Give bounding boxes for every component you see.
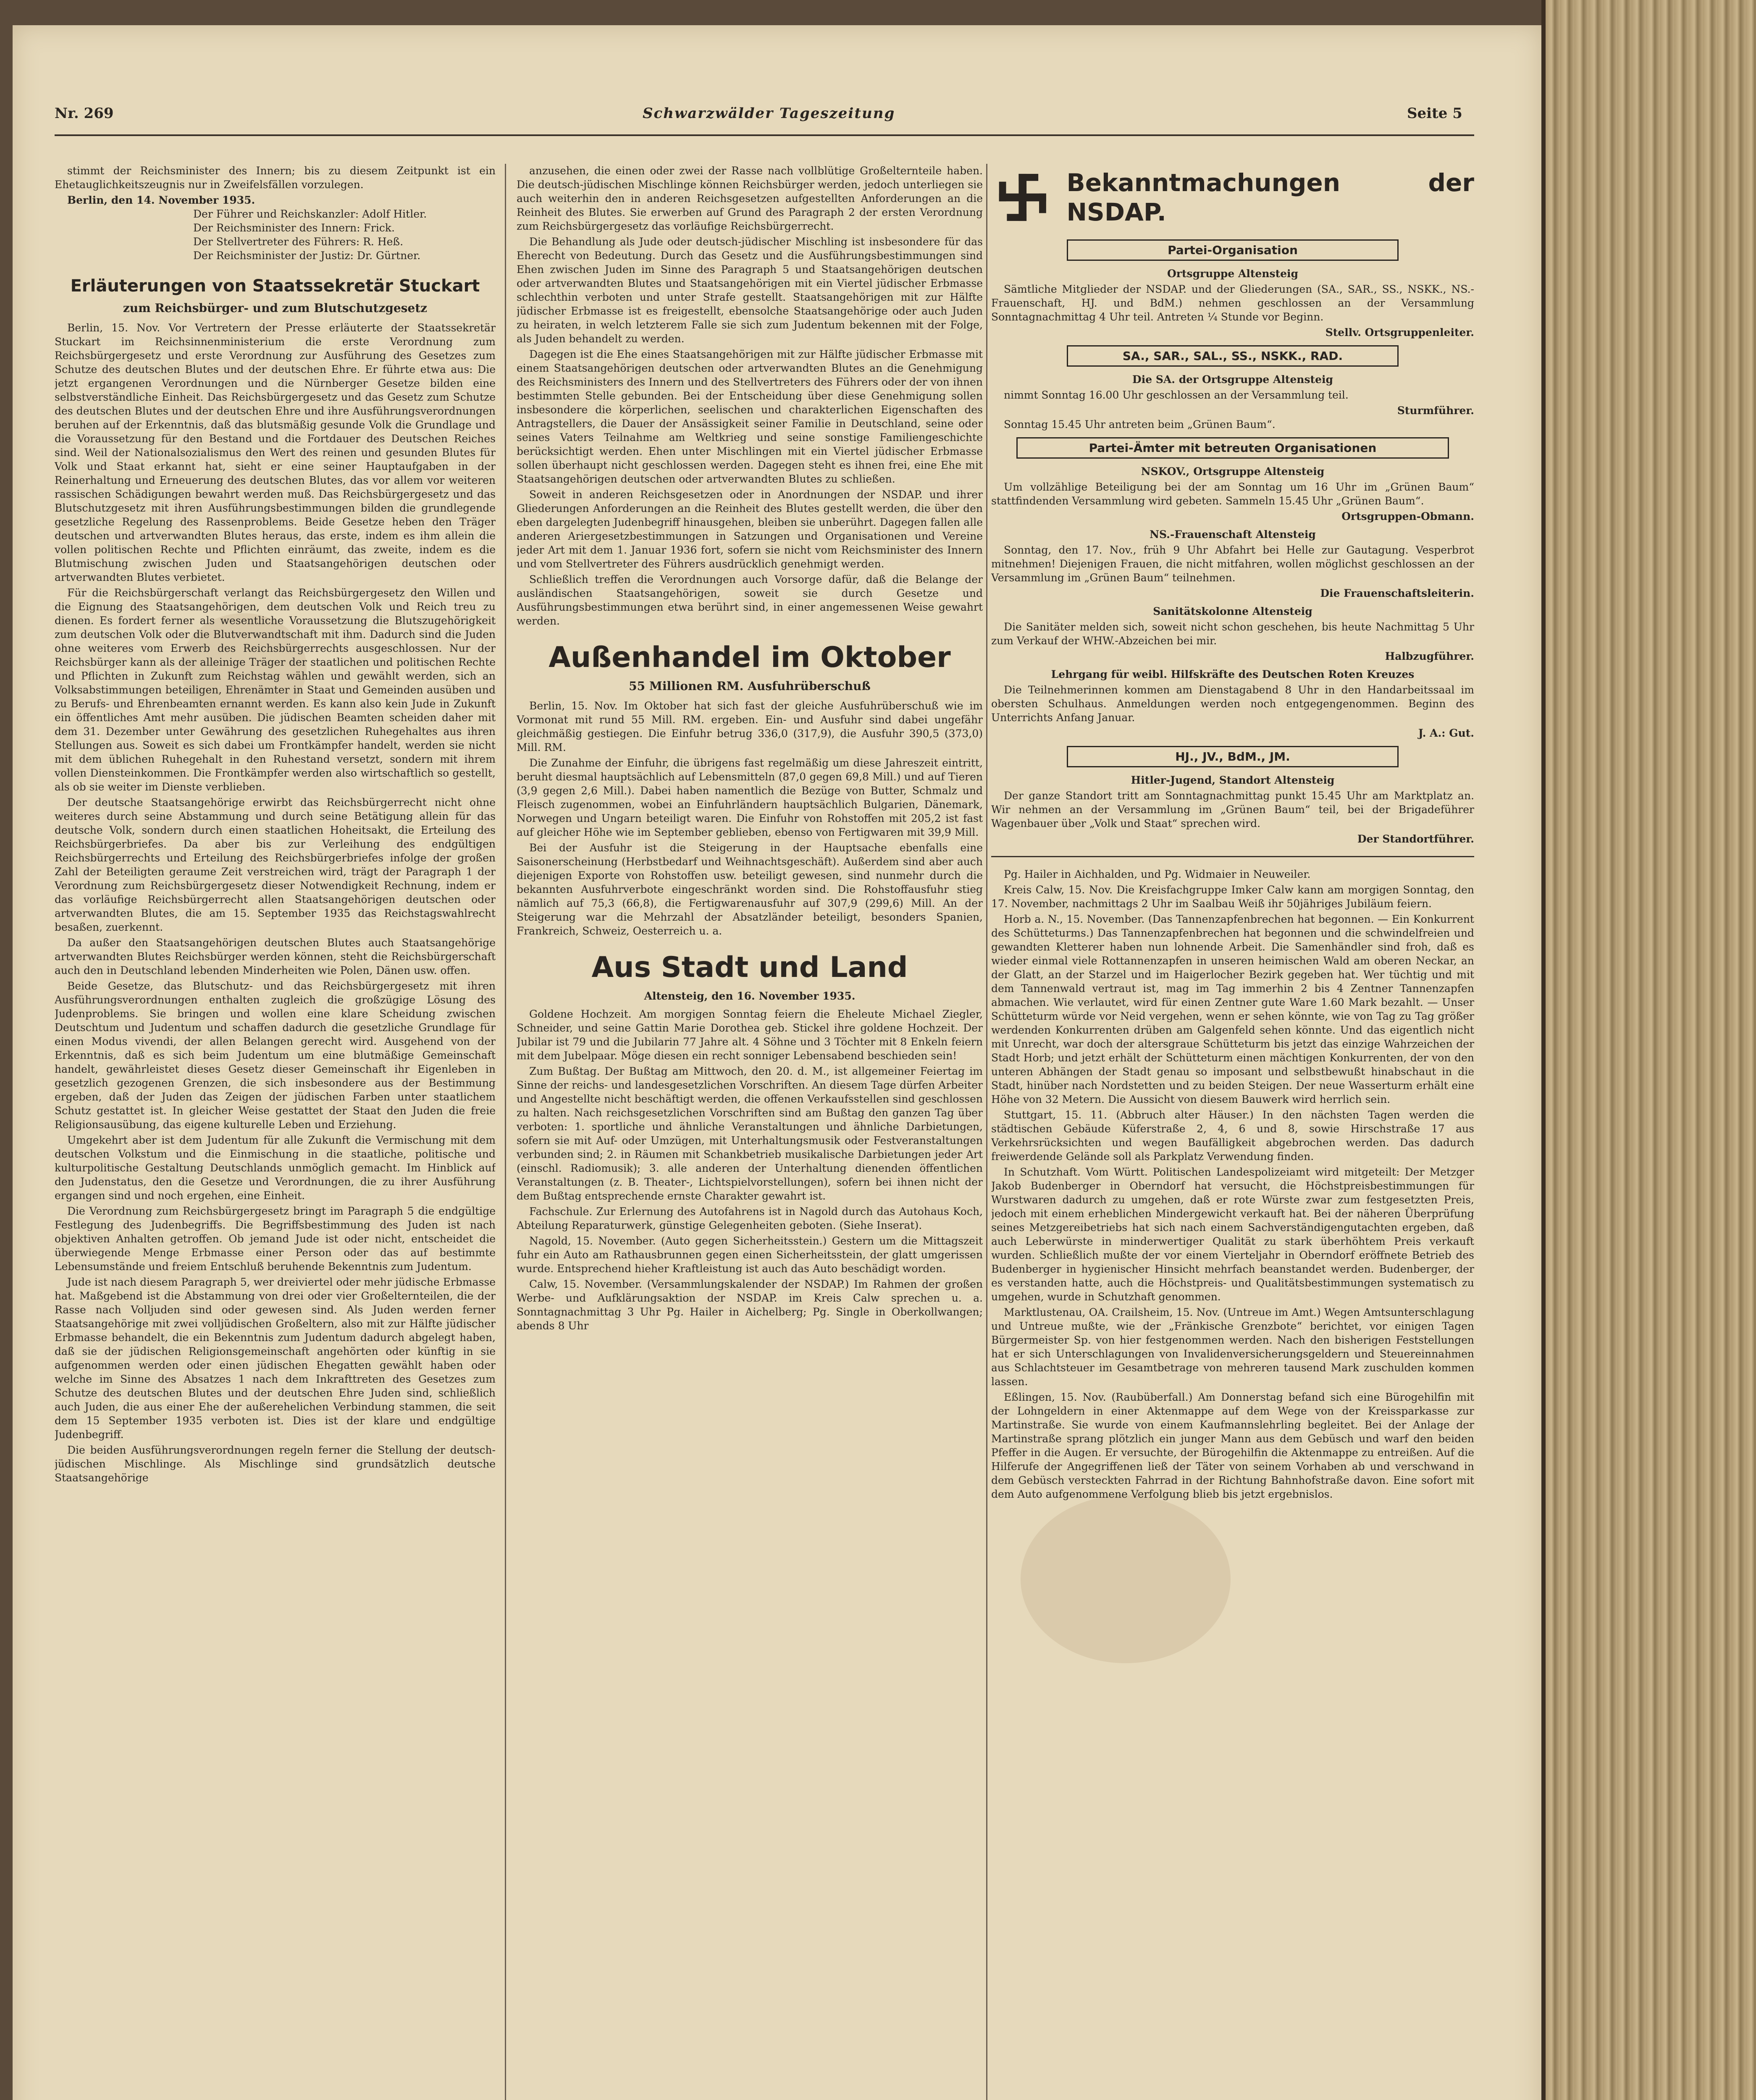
- group-heading: NS.-Frauenschaft Altensteig: [1150, 528, 1316, 541]
- column-3: [991, 164, 1474, 2100]
- section-box: Partei-Ämter mit betreuten Organisationen: [1016, 437, 1449, 459]
- group-heading: Lehrgang für weibl. Hilfskräfte des Deutschen Roten Kreuzes: [1051, 668, 1415, 680]
- news-paragraph: Stuttgart, 15. 11. (Abbruch alter Häuser.) In den nächsten Tagen werden die städtischen Gebäude Küferstraße 2, 4, 6 und 8, sowie Hirschstraße 17 aus Verkehrsrücksichten und wegen Baufälligkeit abgebrochen werden. Das dadurch freiwerdende Gelände soll als Parkplatz Verwendung finden.: [991, 1109, 1474, 1163]
- notice-text: Um vollzählige Beteiligung bei der am Sonntag um 16 Uhr im „Grünen Baum“ stattfindenden Versammlung wird gebeten. Sammeln 15.45 Uhr „Grünen Baum“.: [991, 481, 1474, 507]
- column-2: [517, 164, 983, 2100]
- article-headline: Erläuterungen von Staatssekretär Stuckart: [70, 276, 480, 296]
- local-paragraph: Calw, 15. November. (Versammlungskalender der NSDAP.) Im Rahmen der großen Werbe- und Aufklärungsaktion der NSDAP. im Kreis Calw sprechen u. a. Sonntagnachmittag 3 Uhr Pg. Hailer in Aichelberg; Pg. Single in Oberkollwangen; abends 8 Uhr: [517, 1278, 983, 1332]
- dateline: Berlin, den 14. November 1935.: [67, 194, 255, 206]
- article-paragraph: Beide Gesetze, das Blutschutz- und das Reichsbürgergesetz mit ihren Ausführungsverordnungen enthalten zugleich die großzügige Lösung des Judenproblems. Sie bringen und wollen eine klare Scheidung zwischen Deutschtum und Judentum und schaffen dadurch die gesetzliche Grundlage für einen Modus vivendi, der allen Belangen gerecht wird. Ausgehend von der Erkenntnis, daß es sich beim Judentum um eine blutmäßige Gemeinschaft handelt, gewährleistet dieses Gesetz dieser Gemeinschaft ihr Eigenleben in gesetzlich gezogenen Grenzen, die sich insbesondere aus der Bestimmung ergeben, daß der Juden das Zeigen der jüdischen Farben unter staatlichem Schutz gestattet ist. In gleicher Weise gestattet der Staat den Juden die freie Religionsausübung, das eigene kulturelle Leben und Erziehung.: [55, 980, 496, 1131]
- signature-line: Der Stellvertreter des Führers: R. Heß.: [193, 236, 404, 248]
- section-box: SA., SAR., SAL., SS., NSKK., RAD.: [1067, 345, 1399, 367]
- article-paragraph: Da außer den Staatsangehörigen deutschen Blutes auch Staatsangehörige artverwandten Blutes Reichsbürger werden können, steht die Reichsbürgerschaft auch den in Deutschland lebenden Minderheiten wie Polen, Dänen usw. offen.: [55, 937, 496, 976]
- group-heading: Ortsgruppe Altensteig: [1167, 268, 1298, 280]
- article-paragraph: Die Behandlung als Jude oder deutsch-jüdischer Mischling ist insbesondere für das Eherecht von Bedeutung. Durch das Gesetz und die Ausführungsbestimmungen sind Ehen zwischen Juden im Sinne des Paragraph 5 und Staatsangehörigen deutschen oder artverwandten Blutes und Staatsangehörigen mit ein Viertel jüdischer Erbmasse schlechthin verboten und unter Strafe gestellt. Staatsangehörigen mit zur Hälfte jüdischer Erbmasse ist es freigestellt, ebensolche Staatsangehörige oder auch Juden zu heiraten, in welch letzterem Falle sie sich zum Judentum bekennen mit der Folge, als Juden behandelt zu werden.: [517, 236, 983, 345]
- local-paragraph: Goldene Hochzeit. Am morgigen Sonntag feiern die Eheleute Michael Ziegler, Schneider, und seine Gattin Marie Dorothea geb. Stickel ihre goldene Hochzeit. Der Jubilar ist 79 und die Jubilarin 77 Jahre alt. 4 Söhne und 3 Töchter mit 8 Enkeln feiern mit dem Jubelpaar. Möge diesen ein recht sonniger Lebensabend beschieden sein!: [517, 1008, 983, 1062]
- group-heading: Hitler-Jugend, Standort Altensteig: [1131, 774, 1335, 786]
- signature-line: Der Reichsminister der Justiz: Dr. Gürtner.: [193, 249, 421, 262]
- local-paragraph: Zum Bußtag. Der Bußtag am Mittwoch, den 20. d. M., ist allgemeiner Feiertag im Sinne der reichs- und landesgesetzlichen Vorschriften. An diesem Tage dürfen Arbeiter und Angestellte nicht beschäftigt werden, die offenen Verkaufsstellen sind geschlossen zu halten. Nach reichsgesetzlichen Vorschriften sind am Bußtag den ganzen Tag über verboten: 1. sportliche und ähnliche Veranstaltungen und ähnliche Darbietungen, sofern sie mit Auf- oder Umzügen, mit Unterhaltungsmusik oder Festveranstaltungen verbunden sind; 2. in Räumen mit Schankbetrieb musikalische Darbietungen jeder Art (einschl. Radiomusik); 3. alle anderen der Unterhaltung dienenden öffentlichen Veranstaltungen (z. B. Theater-, Lichtspielvorstellungen), sofern bei ihnen nicht der dem Bußtag entsprechende ernste Charakter gewahrt ist.: [517, 1065, 983, 1202]
- news-paragraph: Kreis Calw, 15. Nov. Die Kreisfachgruppe Imker Calw kann am morgigen Sonntag, den 17. November, nachmittags 2 Uhr im Saalbau Weiß ihr 50jähriges Jubiläum feiern.: [991, 884, 1474, 910]
- section-box: HJ., JV., BdM., JM.: [1067, 746, 1399, 767]
- article-paragraph: anzusehen, die einen oder zwei der Rasse nach vollblütige Großelternteile haben. Die deutsch-jüdischen Mischlinge können Reichsbürger werden, jedoch unterliegen sie auch weiterhin den in anderen Reichsgesetzen aufgestellten Anforderungen an die Reinheit des Blutes. Sie erwerben auf Grund des Paragraph 2 der ersten Verordnung zum Reichsbürgergesetz das vorläufige Reichsbürgerrecht.: [517, 165, 983, 232]
- issue-number: Nr. 269: [55, 105, 114, 122]
- article-paragraph: Berlin, 15. Nov. Vor Vertretern der Presse erläuterte der Staatssekretär Stuckart im Reichsinnenministerium die erste Verordnung zum Reichsbürgergesetz und erste Verordnung zur Ausführung des Gesetzes zum Schutze des deutschen Blutes und der deutschen Ehre. Er führte etwa aus: Die jetzt ergangenen Verordnungen und die Nürnberger Gesetze bilden eine selbstverständliche Einheit. Das Reichsbürgergesetz und das Gesetz zum Schutze des deutschen Blutes und der deutschen Ehre und ihre Ausführungsverordnungen beruhen auf der Erkenntnis, daß das blutsmäßig gesunde Volk die Grundlage und die Voraussetzung für den Bestand und die Fortdauer des Deutschen Reiches sind. Weil der Nationalsozialismus den Wert des reinen und gesunden Blutes für Volk und Staat erkannt hat, sieht er eine seiner Hauptaufgaben in der Reinerhaltung und Erneuerung des deutschen Blutes, das vor allem vor weiteren rassischen Schädigungen bewahrt werden muß. Das Reichsbürgergesetz und das Blutschutzgesetz mit ihren Ausführungsbestimmungen bilden die grundlegende gesetzliche Regelung des Rassenproblems. Beide Gesetze heben den Träger deutschen und artverwandten Blutes heraus, das erste, indem es ihm allein die vollen politischen Rechte und Pflichten einräumt, das zweite, indem es die Blutmischung zwischen Juden und Staatsangehörigen deutschen oder artverwandten Blutes verbietet.: [55, 322, 496, 583]
- newspaper-title: Schwarzwälder Tageszeitung: [643, 105, 895, 122]
- article-paragraph: Die beiden Ausführungsverordnungen regeln ferner die Stellung der deutsch-jüdischen Mischlinge. Als Mischlinge sind grundsätzlich deutsche Staatsangehörige: [55, 1444, 496, 1484]
- notice-signature: J. A.: Gut.: [1418, 727, 1474, 739]
- trade-headline: Außenhandel im Oktober: [549, 641, 951, 674]
- article-paragraph: Der deutsche Staatsangehörige erwirbt das Reichsbürgerrecht nicht ohne weiteres durch seine Abstammung und durch seine Betätigung allein für das deutsche Volk, sondern durch einen staatlichen Hoheitsakt, die Erteilung des Reichsbürgerbriefes. Da aber bis zur Verleihung des endgültigen Reichsbürgerrechts und Erteilung des Reichsbürgerbriefes infolge der großen Zahl der Beteiligten geraume Zeit verstreichen wird, trägt der Paragraph 1 der Verordnung zum Reichsbürgergesetz dieser Notwendigkeit Rechnung, indem er das vorläufige Reichsbürgerrecht allen Staatsangehörigen deutschen oder artverwandten Blutes, die am 15. September 1935 das Reichstagswahlrecht besaßen, zuerkennt.: [55, 796, 496, 933]
- article-paragraph: Für die Reichsbürgerschaft verlangt das Reichsbürgergesetz den Willen und die Eignung des Staatsangehörigen, dem deutschen Volk und Reich treu zu dienen. Es fordert ferner als wesentliche Voraussetzung die Blutszugehörigkeit zum deutschen Volk oder die Blutverwandtschaft mit ihm. Dadurch sind die Juden ohne weiteres vom Erwerb des Reichsbürgerrechts ausgeschlossen. Nur der Reichsbürger kann als der alleinige Träger der staatlichen und politischen Rechte und Pflichten in Zukunft zum Reichstag wählen und gewählt werden, sich an Volksabstimmungen beteiligen, Ehrenämter in Staat und Gemeinden ausüben und zu Berufs- und Ehrenbeamten ernannt werden. Es kann also kein Jude in Zukunft ein öffentliches Amt mehr ausüben. Die jüdischen Beamten scheiden daher mit dem 31. Dezember unter Gewährung des gesetzlichen Ruhegehaltes aus ihren Stellungen aus. Soweit es sich dabei um Frontkämpfer handelt, werden sie nicht mit dem üblichen Ruhegehalt in den Ruhestand versetzt, sondern mit ihrem vollen Diensteinkommen. Die Frontkämpfer werden also wirtschaftlich so gestellt, als ob sie weiter im Dienste verblieben.: [55, 587, 496, 793]
- group-heading: NSKOV., Ortsgruppe Altensteig: [1141, 465, 1325, 478]
- article-subheadline: zum Reichsbürger- und zum Blutschutzgesetz: [123, 301, 428, 315]
- article-paragraph: Schließlich treffen die Verordnungen auch Vorsorge dafür, daß die Belange der ausländischen Staatsangehörigen, soweit sie durch Gesetze und Ausführungsbestimmungen etwa berührt sind, in einer angemessenen Weise gewahrt werden.: [517, 573, 983, 627]
- group-heading: Die SA. der Ortsgruppe Altensteig: [1132, 373, 1333, 386]
- group-heading: Sanitätskolonne Altensteig: [1153, 605, 1312, 617]
- column-divider: [505, 164, 506, 2100]
- notice-signature: Stellv. Ortsgruppenleiter.: [1325, 326, 1474, 339]
- notice-text: Sonntag 15.45 Uhr antreten beim „Grünen Baum“.: [1004, 418, 1276, 430]
- local-headline: Aus Stadt und Land: [591, 951, 908, 984]
- article-paragraph: Jude ist nach diesem Paragraph 5, wer dreiviertel oder mehr jüdische Erbmasse hat. Maßgebend ist die Abstammung von drei oder vier Großelternteilen, die der Rasse nach Volljuden sind oder gewesen sind. Als Juden werden ferner Staatsangehörige mit zwei volljüdischen Großeltern, also mit zur Hälfte jüdischer Erbmasse behandelt, die ein Bekenntnis zum Judentum dadurch abgelegt haben, daß sie der jüdischen Religionsgemeinschaft angehörten oder künftig in sie aufgenommen werden oder einen jüdischen Ehegatten gewählt haben oder welche im Sinne des Absatzes 1 nach dem Inkrafttreten des Gesetzes zum Schutze des deutschen Blutes und der deutschen Ehre Juden sind, schließlich auch Juden, die aus einer Ehe der außerehelichen Verbindung stammen, die seit dem 15 September 1935 verboten ist. Dies ist der klare und endgültige Judenbegriff.: [55, 1276, 496, 1441]
- article-paragraph: Umgekehrt aber ist dem Judentum für alle Zukunft die Vermischung mit dem deutschen Volkstum und die Einmischung in die staatliche, politische und kulturpolitische Gestaltung Deutschlands unmöglich gemacht. Im Hinblick auf den Judenstatus, den die Gesetze und Verordnungen, die zu ihrer Ausführung ergangen sind und noch ergehen, eine Einheit.: [55, 1134, 496, 1202]
- emblem-icon: [991, 164, 1054, 231]
- notice-text: Der ganze Standort tritt am Sonntagnachmittag punkt 15.45 Uhr am Marktplatz an. Wir nehmen an der Versammlung im „Grünen Baum“ teil, bei der Brigadeführer Wagenbauer über „Volk und Staat“ sprechen wird.: [991, 790, 1474, 830]
- notice-text: Die Teilnehmerinnen kommen am Dienstagabend 8 Uhr in den Handarbeitssaal im obersten Schulhaus. Anmeldungen werden noch entgegengenommen. Beginn des Unterrichts Anfang Januar.: [991, 684, 1474, 724]
- trade-paragraph: Bei der Ausfuhr ist die Steigerung in der Hauptsache ebenfalls eine Saisonerscheinung (Herbstbedarf und Weihnachtsgeschäft). Außerdem sind aber auch diejenigen Exporte von Rohstoffen usw. beteiligt gewesen, sind nunmehr durch die bekannten Ausfuhrverbote eingeschränkt worden sind. Die Rohstoffausfuhr stieg nämlich auf 75,3 (66,8), die Fertigwarenausfuhr auf 307,9 (299,6) Mill. An der Steigerung war die Mehrzahl der Absatzländer beteiligt, besonders Spanien, Frankreich, Schweiz, Oesterreich u. a.: [517, 842, 983, 937]
- local-paragraph: Fachschule. Zur Erlernung des Autofahrens ist in Nagold durch das Autohaus Koch, Abteilung Reparaturwerk, günstige Gelegenheiten geboten. (Siehe Inserat).: [517, 1205, 983, 1231]
- news-paragraph: In Schutzhaft. Vom Württ. Politischen Landespolizeiamt wird mitgeteilt: Der Metzger Jakob Budenberger in Oberndorf hat versucht, die Höchstpreisbestimmungen für Wurstwaren dadurch zu umgehen, daß er rote Würste zwar zum festgesetzten Preis, jedoch mit einem erheblichen Mindergewicht verkauft hat. Bei der näheren Überprüfung seines Metzgereibetriebs hat sich nach einem Sachverständigengutachten ergeben, daß auch Leberwürste in minderwertiger Qualität zu stark überhöhtem Preis verkauft wurden. Schließlich mußte der vor einem Vierteljahr in Oberndorf eröffnete Betrieb des Budenberger in hygienischer Hinsicht mehrfach beanstandet werden. Budenberger, der es verstanden hatte, auch die Höchstpreis- und Qualitätsbestimmungen systematisch zu umgehen, wurde in Schutzhaft genommen.: [991, 1166, 1474, 1303]
- article-paragraph: Soweit in anderen Reichsgesetzen oder in Anordnungen der NSDAP. und ihrer Gliederungen Anforderungen an die Reinheit des Blutes gestellt werden, die über den eben dargelegten Judenbegriff hinausgehen, bleiben sie unberührt. Dagegen fallen alle anderen Ariergesetzbestimmungen in Satzungen und Organisationen und Vereine jeder Art mit dem 1. Januar 1936 fort, sofern sie nicht vom Reichsminister des Innern und vom Stellvertreter des Führers ausdrücklich genehmigt werden.: [517, 488, 983, 570]
- trade-paragraph: Die Zunahme der Einfuhr, die übrigens fast regelmäßig um diese Jahreszeit eintritt, beruht diesmal hauptsächlich auf Lebensmitteln (87,0 gegen 69,8 Mill.) und auf Tieren (3,9 gegen 2,6 Mill.). Dabei haben namentlich die Bezüge von Butter, Schmalz und Fleisch zugenommen, wobei an Einfuhrländern hauptsächlich Bulgarien, Dänemark, Norwegen und Ungarn beteiligt waren. Die Einfuhr von Rohstoffen mit 205,2 ist fast auf gleicher Höhe wie im September geblieben, ebenso von Fertigwaren mit 39,9 Mill.: [517, 757, 983, 838]
- notice-text: Sämtliche Mitglieder der NSDAP. und der Gliederungen (SA., SAR., SS., NSKK., NS.-Frauenschaft, HJ. und BdM.) nehmen geschlossen an der Versammlung Sonntagnachmittag 4 Uhr teil. Antreten ¼ Stunde vor Beginn.: [991, 283, 1474, 323]
- local-paragraph: Nagold, 15. November. (Auto gegen Sicherheitsstein.) Gestern um die Mittagszeit fuhr ein Auto am Rathausbrunnen gegen einen Sicherheitsstein, der glatt umgerissen wurde. Entsprechend hieher Kraftleistung ist auch das Auto beschädigt worden.: [517, 1235, 983, 1275]
- section-rule: [991, 856, 1474, 857]
- page-number: Seite 5: [1407, 105, 1462, 122]
- signature-line: Der Führer und Reichskanzler: Adolf Hitler.: [193, 208, 427, 220]
- trade-subheadline: 55 Millionen RM. Ausfuhrüberschuß: [629, 679, 871, 693]
- section-box: Partei-Organisation: [1067, 239, 1399, 261]
- trade-paragraph: Berlin, 15. Nov. Im Oktober hat sich fast der gleiche Ausfuhrüberschuß wie im Vormonat mit rund 55 Mill. RM. ergeben. Ein- und Ausfuhr sind dabei ungefähr gleichmäßig gestiegen. Die Einfuhr betrug 336,0 (317,9), die Ausfuhr 390,5 (373,0) Mill. RM.: [517, 700, 983, 753]
- notice-text: Die Sanitäter melden sich, soweit nicht schon geschehen, bis heute Nachmittag 5 Uhr zum Verkauf der WHW.-Abzeichen bei mir.: [991, 621, 1474, 647]
- column-1: [55, 164, 496, 2100]
- news-paragraph: Marktlustenau, OA. Crailsheim, 15. Nov. (Untreue im Amt.) Wegen Amtsunterschlagung und Untreue mußte, wie der „Fränkische Grenzbote“ berichtet, vor einigen Tagen Bürgermeister Sp. von hier festgenommen werden. Nach den bisherigen Feststellungen hat er sich Unterschlagungen von Invalidenversicherungsgeldern und Steuereinnahmen aus Schlachtsteuer im Gesamtbetrage von mehreren tausend Mark zuschulden kommen lassen.: [991, 1306, 1474, 1388]
- intro-paragraph: stimmt der Reichsminister des Innern; bis zu diesem Zeitpunkt ist ein Ehetauglichkeitszeugnis nur in Zweifelsfällen vorzulegen.: [55, 165, 496, 191]
- notice-text: nimmt Sonntag 16.00 Uhr geschlossen an der Versammlung teil.: [1004, 389, 1349, 401]
- signature-line: Der Reichsminister des Innern: Frick.: [193, 222, 395, 234]
- notice-signature: Der Standortführer.: [1357, 833, 1474, 845]
- notice-signature: Sturmführer.: [1397, 404, 1474, 417]
- notices-title: Bekanntmachungen der NSDAP.: [1066, 168, 1474, 226]
- article-paragraph: Dagegen ist die Ehe eines Staatsangehörigen mit zur Hälfte jüdischer Erbmasse mit einem Staatsangehörigen deutschen oder artverwandten Blutes an die Genehmigung des Reichsministers des Innern und des Stellvertreters des Führers oder der von ihnen bestimmten Stelle gebunden. Bei der Entscheidung über diese Genehmigung sollen insbesondere die körperlichen, seelischen und charakterlichen Eigenschaften des Antragstellers, die Dauer der Ansässigkeit seiner Familie in Deutschland, seine oder seines Vaters Teilnahme am Weltkrieg und seine sonstige Familiengeschichte berücksichtigt werden. Ehen unter Mischlingen mit ein Viertel jüdischer Erbmasse sollen überhaupt nicht geschlossen werden. Dagegen steht es ihnen frei, eine Ehe mit Staatsangehörigen deutschen oder artverwandten Blutes zu schließen.: [517, 348, 983, 485]
- local-dateline: Altensteig, den 16. November 1935.: [644, 990, 856, 1002]
- masthead-rule: [55, 134, 1474, 136]
- news-paragraph: Pg. Hailer in Aichhalden, und Pg. Widmaier in Neuweiler.: [1004, 868, 1311, 880]
- newspaper-page: [13, 25, 1541, 2100]
- notice-signature: Ortsgruppen-Obmann.: [1341, 510, 1474, 522]
- notice-signature: Halbzugführer.: [1385, 650, 1474, 662]
- news-paragraph: Eßlingen, 15. Nov. (Raubüberfall.) Am Donnerstag befand sich eine Bürogehilfin mit der Lohngeldern in einer Aktenmappe auf dem Wege von der Kreissparkasse zur Martinstraße. Sie wurde von einem Kaufmannslehrling begleitet. Bei der Anlage der Martinstraße sprang plötzlich ein junger Mann aus dem Gebüsch und warf den beiden Pfeffer in die Augen. Er versuchte, der Bürogehilfin die Aktenmappe zu entreißen. Auf die Hilferufe der Angegriffenen ließ der Täter von seinem Vorhaben ab und verschwand in dem Gebüsch versteckten Fahrrad in der Richtung Bahnhofstraße davon. Eine sofort mit dem Auto aufgenommene Verfolgung blieb bis jetzt ergebnislos.: [991, 1391, 1474, 1500]
- nsdap-header: [991, 164, 1474, 231]
- notice-signature: Die Frauenschaftsleiterin.: [1320, 587, 1474, 599]
- news-paragraph: Horb a. N., 15. November. (Das Tannenzapfenbrechen hat begonnen. — Ein Konkurrent des Schütteturms.) Das Tannenzapfenbrechen hat begonnen und die schwindelfreien und gewandten Kletterer haben nun lohnende Arbeit. Die Samenhändler sind froh, daß es wieder einmal viele Rottannenzapfen in unseren heimischen Wald am oberen Neckar, an der Glatt, an der Starzel und im Haigerlocher Bezirk gegeben hat. Wer tüchtig und mit dem Tannenwald vertraut ist, mag im Tag immerhin 2 bis 4 Zentner Tannenzapfen abmachen. Wie verlautet, wird für einen Zentner gute Ware 1.60 Mark bezahlt. — Unser Schütteturm würde vor Neid vergehen, wenn er sehen könnte, wie von Tag zu Tag größer werdenden Konkurrenten drüben am Galgenfeld sehen könnte. Und das eigentlich nicht mit Unrecht, war doch der altersgraue Schütteturm bis jetzt das einzige Wahrzeichen der Stadt Horb; und jetzt erhält der Schütteturm einen mächtigen Konkurrenten, der von den unteren Abhängen der Stadt genau so imposant und selbstbewußt hinabschaut in die Stadt, hinüber nach Nordstetten und zu beiden Steigen. Der neue Wasserturm erhält eine Höhe von 32 Metern. Die Aussicht von diesem Bauwerk wird herrlich sein.: [991, 913, 1474, 1105]
- notice-text: Sonntag, den 17. Nov., früh 9 Uhr Abfahrt bei Helle zur Gautagung. Vesperbrot mitnehmen! Diejenigen Frauen, die nicht mitfahren, wollen möglichst geschlossen an der Versammlung im „Grünen Baum“ teilnehmen.: [991, 544, 1474, 584]
- book-binding: [1546, 0, 1756, 2100]
- article-paragraph: Die Verordnung zum Reichsbürgergesetz bringt im Paragraph 5 die endgültige Festlegung des Judenbegriffs. Die Begriffsbestimmung des Juden ist nach objektiven Anhalten getroffen. Ob jemand Jude ist oder nicht, entscheidet die überwiegende Menge Erbmasse einer Person oder das auf bestimmte Lebensumstände und freiem Entschluß beruhende Bekenntnis zum Judentum.: [55, 1205, 496, 1273]
- column-divider: [986, 164, 987, 2100]
